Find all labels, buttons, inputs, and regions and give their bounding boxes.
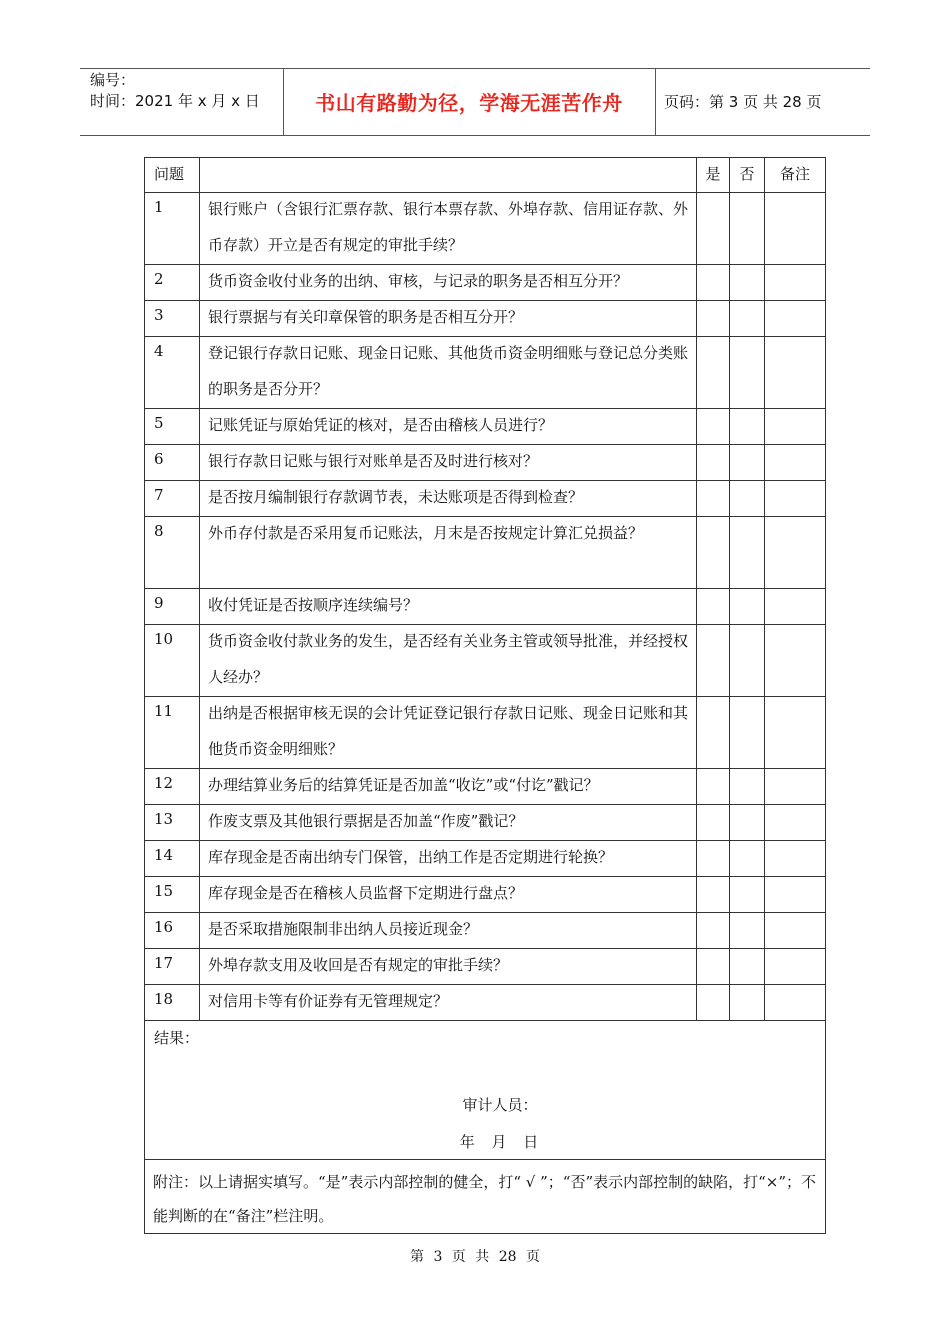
header-question-label: 问题 bbox=[154, 165, 185, 183]
row-yes-cell[interactable] bbox=[697, 985, 730, 1021]
row-question: 是否采取措施限制非出纳人员接近现金？ bbox=[208, 920, 479, 938]
row-no-cell[interactable] bbox=[730, 301, 765, 337]
auditor-label: 审计人员： bbox=[462, 1096, 538, 1114]
row-number: 14 bbox=[154, 846, 174, 864]
table-row bbox=[145, 193, 826, 265]
row-no-cell[interactable] bbox=[730, 841, 765, 877]
row-number-cell bbox=[145, 409, 200, 445]
row-no-cell[interactable] bbox=[730, 985, 765, 1021]
table-row bbox=[145, 841, 826, 877]
table-row bbox=[145, 445, 826, 481]
row-number: 4 bbox=[154, 342, 164, 360]
row-remark-cell[interactable] bbox=[765, 589, 826, 625]
row-number: 8 bbox=[154, 522, 164, 540]
row-number-cell bbox=[145, 517, 200, 589]
row-yes-cell[interactable] bbox=[697, 625, 730, 697]
table-row bbox=[145, 337, 826, 409]
row-no-cell[interactable] bbox=[730, 589, 765, 625]
header-page-info: 页码：第 3 页 共 28 页 bbox=[664, 93, 822, 111]
header-bottom-rule bbox=[80, 135, 870, 136]
header-motto: 书山有路勤为径，学海无涯苦作舟 bbox=[315, 91, 623, 115]
row-number-cell bbox=[145, 697, 200, 769]
row-number-cell bbox=[145, 589, 200, 625]
header-cell-remark bbox=[765, 158, 826, 193]
header-divider bbox=[655, 68, 656, 135]
row-question-cell bbox=[200, 625, 697, 697]
row-remark-cell[interactable] bbox=[765, 877, 826, 913]
header-remark-label: 备注 bbox=[779, 165, 810, 183]
row-question: 作废支票及其他银行票据是否加盖“作废”戳记？ bbox=[208, 812, 524, 830]
row-yes-cell[interactable] bbox=[697, 841, 730, 877]
row-question: 对信用卡等有价证券有无管理规定？ bbox=[208, 992, 449, 1010]
row-number: 15 bbox=[154, 882, 174, 900]
table-row bbox=[145, 769, 826, 805]
table-row bbox=[145, 985, 826, 1021]
table-row bbox=[145, 409, 826, 445]
row-number-cell bbox=[145, 265, 200, 301]
table-row bbox=[145, 517, 826, 589]
row-remark-cell[interactable] bbox=[765, 481, 826, 517]
row-remark-cell[interactable] bbox=[765, 913, 826, 949]
row-no-cell[interactable] bbox=[730, 193, 765, 265]
row-remark-cell[interactable] bbox=[765, 265, 826, 301]
row-number: 16 bbox=[154, 918, 174, 936]
date-label: 年 月 日 bbox=[459, 1133, 539, 1151]
header-time-label: 时间：2021 年 x 月 x 日 bbox=[90, 92, 260, 110]
row-question: 外埠存款支用及收回是否有规定的审批手续？ bbox=[208, 956, 509, 974]
row-number: 10 bbox=[154, 630, 174, 648]
row-number-cell bbox=[145, 985, 200, 1021]
row-remark-cell[interactable] bbox=[765, 949, 826, 985]
row-number: 2 bbox=[154, 270, 164, 288]
row-question-cell bbox=[200, 697, 697, 769]
header-cell-yes bbox=[697, 158, 730, 193]
row-yes-cell[interactable] bbox=[697, 517, 730, 589]
row-yes-cell[interactable] bbox=[697, 589, 730, 625]
row-number-cell bbox=[145, 841, 200, 877]
row-remark-cell[interactable] bbox=[765, 841, 826, 877]
row-question: 货币资金收付款业务的发生，是否经有关业务主管或领导批准，并经授权人经办？ bbox=[208, 632, 689, 686]
row-no-cell[interactable] bbox=[730, 445, 765, 481]
result-cell bbox=[145, 1021, 826, 1160]
row-question-cell bbox=[200, 985, 697, 1021]
row-yes-cell[interactable] bbox=[697, 697, 730, 769]
row-no-cell[interactable] bbox=[730, 481, 765, 517]
row-number-cell bbox=[145, 445, 200, 481]
row-question: 出纳是否根据审核无误的会计凭证登记银行存款日记账、现金日记账和其他货币资金明细账？ bbox=[208, 704, 689, 758]
row-no-cell[interactable] bbox=[730, 805, 765, 841]
audit-checklist-table bbox=[144, 157, 826, 1234]
header-cell-no bbox=[730, 158, 765, 193]
row-yes-cell[interactable] bbox=[697, 193, 730, 265]
row-number-cell bbox=[145, 193, 200, 265]
page-footer: 第 3 页 共 28 页 bbox=[410, 1249, 540, 1265]
row-number-cell bbox=[145, 337, 200, 409]
row-no-cell[interactable] bbox=[730, 913, 765, 949]
row-yes-cell[interactable] bbox=[697, 265, 730, 301]
table-row bbox=[145, 949, 826, 985]
row-no-cell[interactable] bbox=[730, 769, 765, 805]
row-remark-cell[interactable] bbox=[765, 985, 826, 1021]
row-number: 11 bbox=[154, 702, 174, 720]
row-number-cell bbox=[145, 877, 200, 913]
row-yes-cell[interactable] bbox=[697, 445, 730, 481]
row-number-cell bbox=[145, 481, 200, 517]
row-question-cell bbox=[200, 337, 697, 409]
row-number: 12 bbox=[154, 774, 174, 792]
row-question: 办理结算业务后的结算凭证是否加盖“收讫”或“付讫”戳记？ bbox=[208, 776, 599, 794]
row-remark-cell[interactable] bbox=[765, 697, 826, 769]
note-row bbox=[145, 1160, 826, 1234]
row-question: 收付凭证是否按顺序连续编号？ bbox=[208, 596, 419, 614]
row-question: 货币资金收付业务的出纳、审核，与记录的职务是否相互分开？ bbox=[208, 272, 629, 290]
row-no-cell[interactable] bbox=[730, 697, 765, 769]
row-remark-cell[interactable] bbox=[765, 193, 826, 265]
row-number: 5 bbox=[154, 414, 164, 432]
row-number-cell bbox=[145, 625, 200, 697]
row-remark-cell[interactable] bbox=[765, 337, 826, 409]
table-row bbox=[145, 265, 826, 301]
header-yes-label: 是 bbox=[705, 165, 721, 183]
table-row bbox=[145, 697, 826, 769]
row-question-cell bbox=[200, 265, 697, 301]
row-question: 登记银行存款日记账、现金日记账、其他货币资金明细账与登记总分类账的职务是否分开？ bbox=[208, 344, 689, 398]
row-number: 13 bbox=[154, 810, 174, 828]
header-cell-question bbox=[145, 158, 200, 193]
row-remark-cell[interactable] bbox=[765, 805, 826, 841]
row-yes-cell[interactable] bbox=[697, 805, 730, 841]
row-remark-cell[interactable] bbox=[765, 301, 826, 337]
result-label: 结果： bbox=[154, 1029, 200, 1047]
row-number-cell bbox=[145, 913, 200, 949]
row-number: 1 bbox=[154, 198, 164, 216]
row-remark-cell[interactable] bbox=[765, 625, 826, 697]
row-yes-cell[interactable] bbox=[697, 337, 730, 409]
row-question: 银行存款日记账与银行对账单是否及时进行核对？ bbox=[208, 452, 539, 470]
row-question: 库存现金是否南出纳专门保管，出纳工作是否定期进行轮换？ bbox=[208, 848, 614, 866]
row-question: 银行账户（含银行汇票存款、银行本票存款、外埠存款、信用证存款、外币存款）开立是否有规定的审批手续？ bbox=[208, 200, 689, 254]
row-no-cell[interactable] bbox=[730, 949, 765, 985]
row-remark-cell[interactable] bbox=[765, 409, 826, 445]
row-question: 库存现金是否在稽核人员监督下定期进行盘点？ bbox=[208, 884, 524, 902]
result-row bbox=[145, 1021, 826, 1160]
header-number-label: 编号： bbox=[90, 71, 136, 89]
row-number: 18 bbox=[154, 990, 174, 1008]
row-yes-cell[interactable] bbox=[697, 409, 730, 445]
row-remark-cell[interactable] bbox=[765, 445, 826, 481]
row-number: 9 bbox=[154, 594, 164, 612]
table-row bbox=[145, 301, 826, 337]
row-yes-cell[interactable] bbox=[697, 769, 730, 805]
row-yes-cell[interactable] bbox=[697, 301, 730, 337]
note-cell: 附注：以上请据实填写。“是”表示内部控制的健全，打“ √ ”；“否”表示内部控制的缺陷，打“×”；不能判断的在“备注”栏注明。 bbox=[145, 1160, 826, 1234]
row-no-cell[interactable] bbox=[730, 265, 765, 301]
row-yes-cell[interactable] bbox=[697, 913, 730, 949]
row-question-cell bbox=[200, 517, 697, 589]
row-number: 17 bbox=[154, 954, 174, 972]
header-meta bbox=[90, 70, 275, 112]
row-no-cell[interactable] bbox=[730, 409, 765, 445]
row-number: 3 bbox=[154, 306, 164, 324]
row-number-cell bbox=[145, 949, 200, 985]
row-no-cell[interactable] bbox=[730, 877, 765, 913]
row-number: 6 bbox=[154, 450, 164, 468]
row-number-cell bbox=[145, 805, 200, 841]
row-no-cell[interactable] bbox=[730, 517, 765, 589]
row-question-cell bbox=[200, 193, 697, 265]
table-row bbox=[145, 481, 826, 517]
row-question: 外币存付款是否采用复币记账法，月末是否按规定计算汇兑损益？ bbox=[208, 524, 644, 542]
row-no-cell[interactable] bbox=[730, 337, 765, 409]
row-remark-cell[interactable] bbox=[765, 769, 826, 805]
table-row bbox=[145, 877, 826, 913]
table-row bbox=[145, 805, 826, 841]
row-remark-cell[interactable] bbox=[765, 517, 826, 589]
header-no-label: 否 bbox=[739, 165, 755, 183]
row-question: 银行票据与有关印章保管的职务是否相互分开？ bbox=[208, 308, 524, 326]
row-number-cell bbox=[145, 301, 200, 337]
row-yes-cell[interactable] bbox=[697, 877, 730, 913]
row-yes-cell[interactable] bbox=[697, 481, 730, 517]
row-question: 是否按月编制银行存款调节表，未达账项是否得到检查？ bbox=[208, 488, 584, 506]
row-number-cell bbox=[145, 769, 200, 805]
row-no-cell[interactable] bbox=[730, 625, 765, 697]
table-row bbox=[145, 625, 826, 697]
row-number: 7 bbox=[154, 486, 164, 504]
row-yes-cell[interactable] bbox=[697, 949, 730, 985]
row-question: 记账凭证与原始凭证的核对，是否由稽核人员进行？ bbox=[208, 416, 554, 434]
